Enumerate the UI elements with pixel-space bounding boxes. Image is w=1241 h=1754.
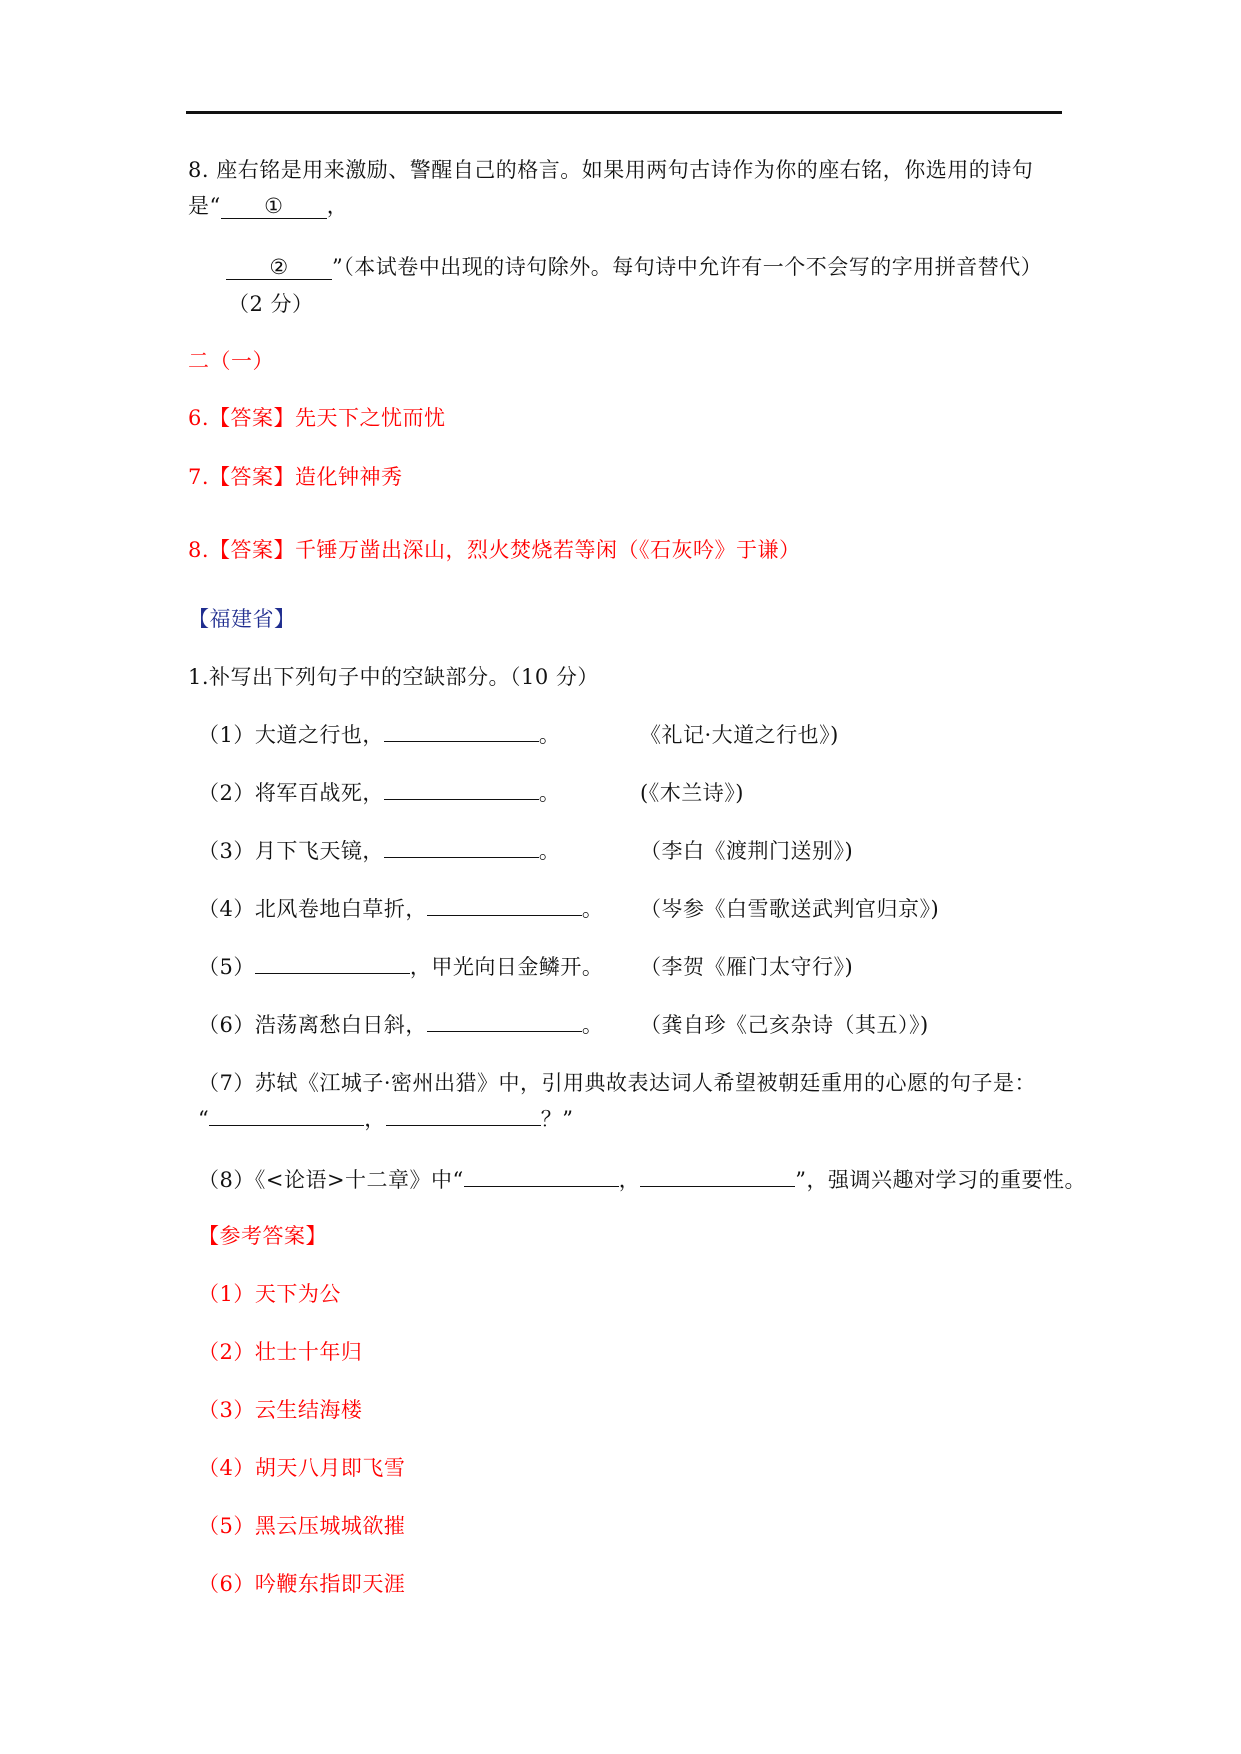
q8-instruction: ”（本试卷中出现的诗句除外。每句诗中允许有一个不会写的字用拼音替代）: [332, 255, 1043, 279]
blank-item-3[interactable]: [384, 857, 539, 858]
blank-item-5[interactable]: [255, 973, 410, 974]
item-4-source: （岑参《白雪歌送武判官归京》): [640, 897, 940, 921]
q8-line1: 8. 座右铭是用来激励、警醒自己的格言。如果用两句古诗作为你的座右铭，你选用的诗句: [188, 158, 1034, 182]
item-7-answer-line: “ ， ？”: [198, 1107, 574, 1131]
item-6-source: （龚自珍《己亥杂诗（其五）》): [640, 1013, 929, 1037]
blank-item-1[interactable]: [384, 741, 539, 742]
item-2-source: (《木兰诗》): [640, 781, 744, 805]
reference-6: （6）吟鞭东指即天涯: [198, 1572, 406, 1596]
reference-1: （1）天下为公: [198, 1282, 341, 1306]
section-label: 二（一）: [188, 349, 274, 373]
answer-7: 7.【答案】造化钟神秀: [188, 465, 403, 489]
answer-6: 6.【答案】先天下之忧而忧: [188, 406, 446, 430]
fujian-title: 1.补写出下列句子中的空缺部分。（10 分）: [188, 665, 599, 689]
item-3: （3）月下飞天镜， 。: [198, 839, 561, 863]
item-4: （4）北风卷地白草折， 。: [198, 897, 604, 921]
header-rule: [186, 111, 1062, 114]
item-2: （2）将军百战死， 。: [198, 781, 561, 805]
q8-comma: ，: [326, 194, 349, 218]
q8-open-quote: 是“: [188, 194, 221, 218]
item-3-source: （李白《渡荆门送别》): [640, 839, 854, 863]
blank-item-2[interactable]: [384, 799, 539, 800]
blank-item-7a[interactable]: [209, 1125, 364, 1126]
item-8: （8）《<论语>十二章》中“ ， ”，强调兴趣对学习的重要性。: [198, 1168, 1087, 1192]
fujian-header: 【福建省】: [188, 607, 296, 631]
blank-item-6[interactable]: [427, 1031, 582, 1032]
reference-3: （3）云生结海楼: [198, 1398, 363, 1422]
item-1: （1）大道之行也， 。: [198, 723, 561, 747]
answer-8: 8.【答案】千锤万凿出深山，烈火焚烧若等闲（《石灰吟》于谦）: [188, 538, 801, 562]
item-5: （5） ，甲光向日金鳞开。: [198, 955, 604, 979]
reference-4: （4）胡天八月即飞雪: [198, 1456, 406, 1480]
item-7-prompt: （7）苏轼《江城子·密州出猎》中，引用典故表达词人希望被朝廷重用的心愿的句子是：: [198, 1071, 1037, 1095]
reference-header: 【参考答案】: [198, 1224, 327, 1248]
q8-line3: [226, 252, 1042, 282]
q8-line2: [188, 191, 348, 221]
q8-blank-1[interactable]: ①: [221, 194, 327, 219]
q8-points: （2 分）: [228, 292, 314, 316]
item-6: （6）浩荡离愁白日斜， 。: [198, 1013, 604, 1037]
reference-2: （2）壮士十年归: [198, 1340, 363, 1364]
blank-item-8a[interactable]: [464, 1186, 619, 1187]
blank-item-8b[interactable]: [640, 1186, 795, 1187]
blank-item-7b[interactable]: [386, 1125, 541, 1126]
q8-blank-2[interactable]: ②: [226, 255, 332, 280]
item-1-source: 《礼记·大道之行也》): [640, 723, 839, 747]
reference-5: （5）黑云压城城欲摧: [198, 1514, 406, 1538]
item-5-source: （李贺《雁门太守行》): [640, 955, 854, 979]
blank-item-4[interactable]: [427, 915, 582, 916]
